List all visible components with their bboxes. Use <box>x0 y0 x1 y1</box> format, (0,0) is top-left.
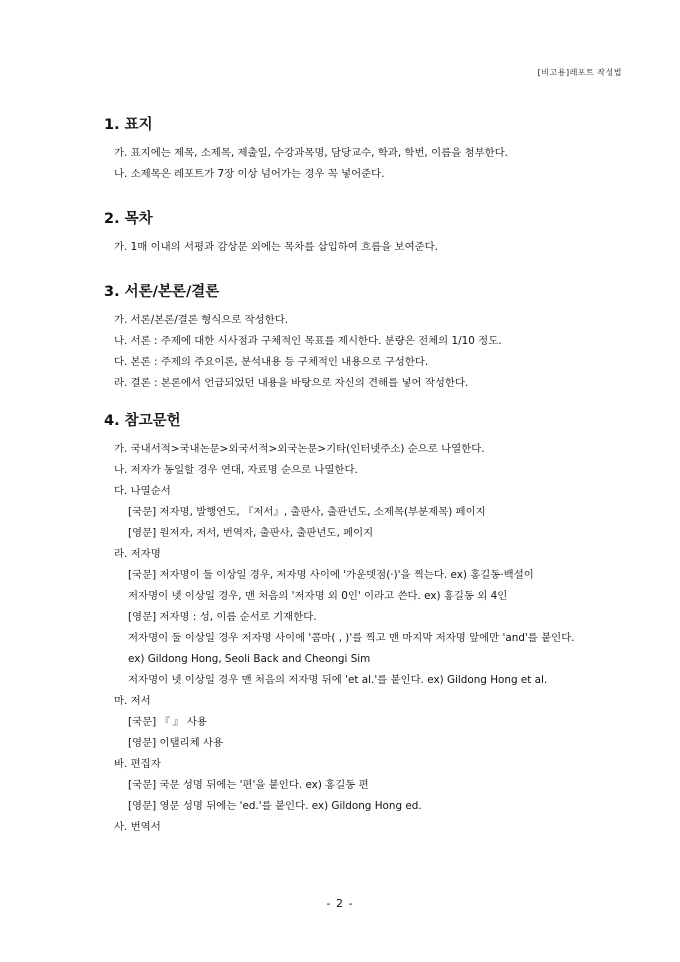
list-subitem: 저자명이 넷 이상일 경우 맨 처음의 저자명 뒤에 'et al.'를 붙인다. ex) Gildong Hong et al. <box>128 674 548 686</box>
list-item: 다. 나열순서 <box>114 485 171 497</box>
list-item: 나. 저자가 동일할 경우 연대, 자료명 순으로 나열한다. <box>114 464 358 476</box>
list-subitem: 저자명이 둘 이상일 경우 저자명 사이에 '콤마( , )'를 찍고 맨 마지막 저자명 앞에만 'and'를 붙인다. ex) Gildong Hong, Seoli Back and Cheongi Sim <box>128 632 575 665</box>
list-item: 바. 편집자 <box>114 758 161 770</box>
list-item: 가. 서론/본론/결론 형식으로 작성한다. <box>114 314 289 326</box>
list-item: 나. 서론 : 주제에 대한 시사점과 구체적인 목표를 제시한다. 분량은 전체의 1/10 정도. <box>114 335 502 347</box>
list-item: 다. 본론 : 주제의 주요이론, 분석내용 등 구체적인 내용으로 구성한다. <box>114 356 429 368</box>
section-toc <box>104 210 604 258</box>
list-subitem: [영문] 저자명 : 성, 이름 순서로 기재한다. <box>128 611 317 623</box>
list-subitem: [국문] 『 』 사용 <box>128 716 207 728</box>
section-heading: 3. 서론/본론/결론 <box>104 284 220 300</box>
list-subitem: [영문] 원저자, 저서, 번역자, 출판사, 출판년도, 페이지 <box>128 527 374 539</box>
section-heading: 2. 목차 <box>104 211 153 227</box>
list-item: 마. 저서 <box>114 695 151 707</box>
list-subitem: [영문] 이탤리체 사용 <box>128 737 224 749</box>
section-heading: 1. 표지 <box>104 117 153 133</box>
document-header: [비고용]레포트 작성법 <box>537 68 622 77</box>
section-heading: 4. 참고문헌 <box>104 413 181 429</box>
list-item: 나. 소제목은 레포트가 7장 이상 넘어가는 경우 꼭 넣어준다. <box>114 168 385 180</box>
list-subitem: [국문] 국문 성명 뒤에는 '편'을 붙인다. ex) 홍길동 편 <box>128 779 369 791</box>
list-subitem: [국문] 저자명이 둘 이상일 경우, 저자명 사이에 '가운뎃점(·)'을 찍는다. ex) 홍길동·백설이 <box>128 569 534 581</box>
list-item: 가. 표지에는 제목, 소제목, 제출일, 수강과목명, 담당교수, 학과, 학번, 이름을 첨부한다. <box>114 147 508 159</box>
list-item: 라. 저자명 <box>114 548 161 560</box>
list-item: 가. 국내서적>국내논문>외국서적>외국논문>기타(인터넷주소) 순으로 나열한다. <box>114 443 485 455</box>
list-item: 라. 결론 : 본론에서 언급되었던 내용을 바탕으로 자신의 견해를 넣어 작성한다. <box>114 377 469 389</box>
list-item: 사. 번역서 <box>114 821 161 833</box>
list-subitem: 저자명이 넷 이상일 경우, 맨 처음의 '저자명 외 0인' 이라고 쓴다. ex) 홍길동 외 4인 <box>128 590 508 602</box>
section-references <box>104 412 604 838</box>
section-cover <box>104 116 604 185</box>
list-item: 가. 1매 이내의 서평과 감상문 외에는 목차를 삽입하여 흐름을 보여준다. <box>114 241 438 253</box>
list-subitem: [국문] 저자명, 발행연도, 『저서』, 출판사, 출판년도, 소제목(부분제목) 페이지 <box>128 506 486 518</box>
list-subitem: [영문] 영문 성명 뒤에는 'ed.'를 붙인다. ex) Gildong Hong ed. <box>128 800 422 812</box>
page-number: - 2 - <box>326 897 354 910</box>
section-structure <box>104 283 604 394</box>
